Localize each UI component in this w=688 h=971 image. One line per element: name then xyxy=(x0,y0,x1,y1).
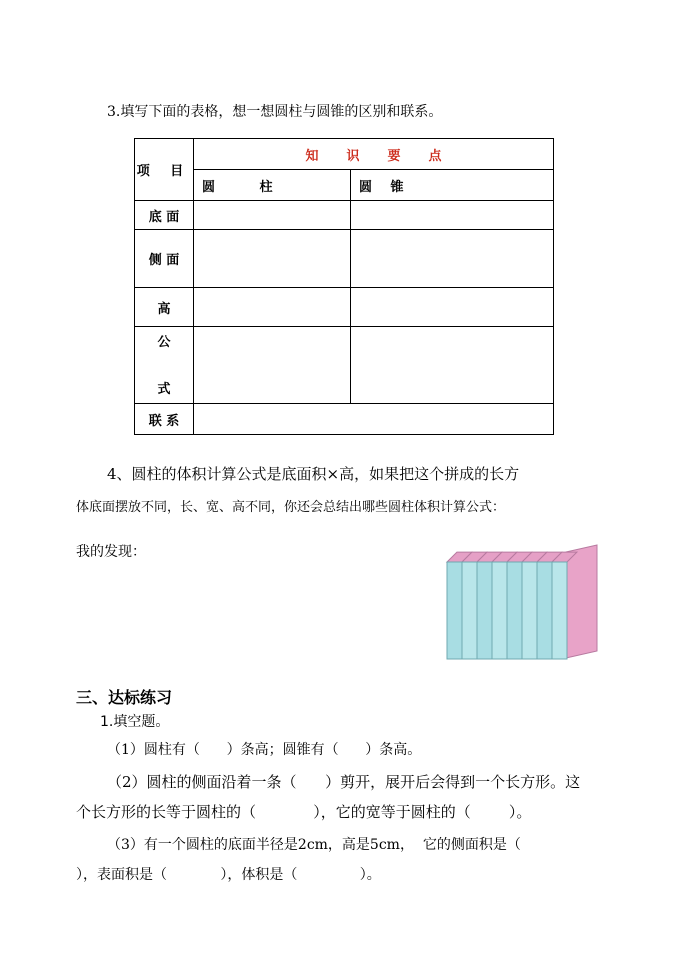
cell-cone-base xyxy=(351,201,554,230)
book-spine xyxy=(492,562,507,659)
book-tops xyxy=(447,552,577,562)
cell-cylinder-base xyxy=(194,201,351,230)
cell-cylinder-side xyxy=(194,230,351,288)
fill-item-3-line1: （3）有一个圆柱的底面半径是2cm，高是5cm， 它的侧面积是（ xyxy=(107,837,521,853)
book-fronts xyxy=(447,562,567,659)
book-spine xyxy=(447,562,462,659)
fill-item-1: （1）圆柱有（ ）条高；圆锥有（ ）条高。 xyxy=(107,742,422,758)
book-spine xyxy=(537,562,552,659)
fill-item-3-line2: ），表面积是（ ），体积是（ ）。 xyxy=(76,867,381,883)
cell-cone-side xyxy=(351,230,554,288)
row-label-relation: 联 系 xyxy=(135,404,194,435)
stacked-books-figure xyxy=(445,540,605,665)
book-spine xyxy=(477,562,492,659)
fill-item-2-line2: 个长方形的长等于圆柱的（ ），它的宽等于圆柱的（ ）。 xyxy=(76,803,532,821)
section-3-heading: 三、达标练习 xyxy=(76,688,173,707)
cell-cone-height xyxy=(351,288,554,327)
cell-cone-formula xyxy=(351,327,554,404)
book-spine xyxy=(462,562,477,659)
book-spine xyxy=(552,562,567,659)
book-side-face xyxy=(566,545,597,658)
book-spine xyxy=(522,562,537,659)
question-3-title: 3.填写下面的表格，想一想圆柱与圆锥的区别和联系。 xyxy=(107,104,443,120)
column-cone: 圆 锥 xyxy=(351,170,554,201)
discovery-label: 我的发现： xyxy=(76,544,146,560)
formula-char-1: 公 xyxy=(157,335,171,350)
cell-relation xyxy=(194,404,554,435)
knowledge-points-title: 知识要点 xyxy=(194,139,554,170)
row-label-formula xyxy=(135,327,194,404)
fill-item-2-line1: （2）圆柱的侧面沿着一条（ ）剪开，展开后会得到一个长方形。这 xyxy=(107,773,581,791)
row-label-base: 底 面 xyxy=(135,201,194,230)
knowledge-table xyxy=(134,138,554,435)
row-label-height: 高 xyxy=(135,288,194,327)
question-4-line2: 体底面摆放不同，长、宽、高不同，你还会总结出哪些圆柱体积计算公式： xyxy=(76,500,506,515)
cell-cylinder-formula xyxy=(194,327,351,404)
question-4-line1: 4、圆柱的体积计算公式是底面积×高，如果把这个拼成的长方 xyxy=(107,465,520,483)
cell-cylinder-height xyxy=(194,288,351,327)
header-item-cell: 项 目 xyxy=(135,139,194,201)
column-cylinder: 圆 柱 xyxy=(194,170,351,201)
row-label-side: 侧 面 xyxy=(135,230,194,288)
book-spine xyxy=(507,562,522,659)
fill-in-title: 1.填空题。 xyxy=(100,714,170,730)
formula-char-2: 式 xyxy=(157,382,171,397)
